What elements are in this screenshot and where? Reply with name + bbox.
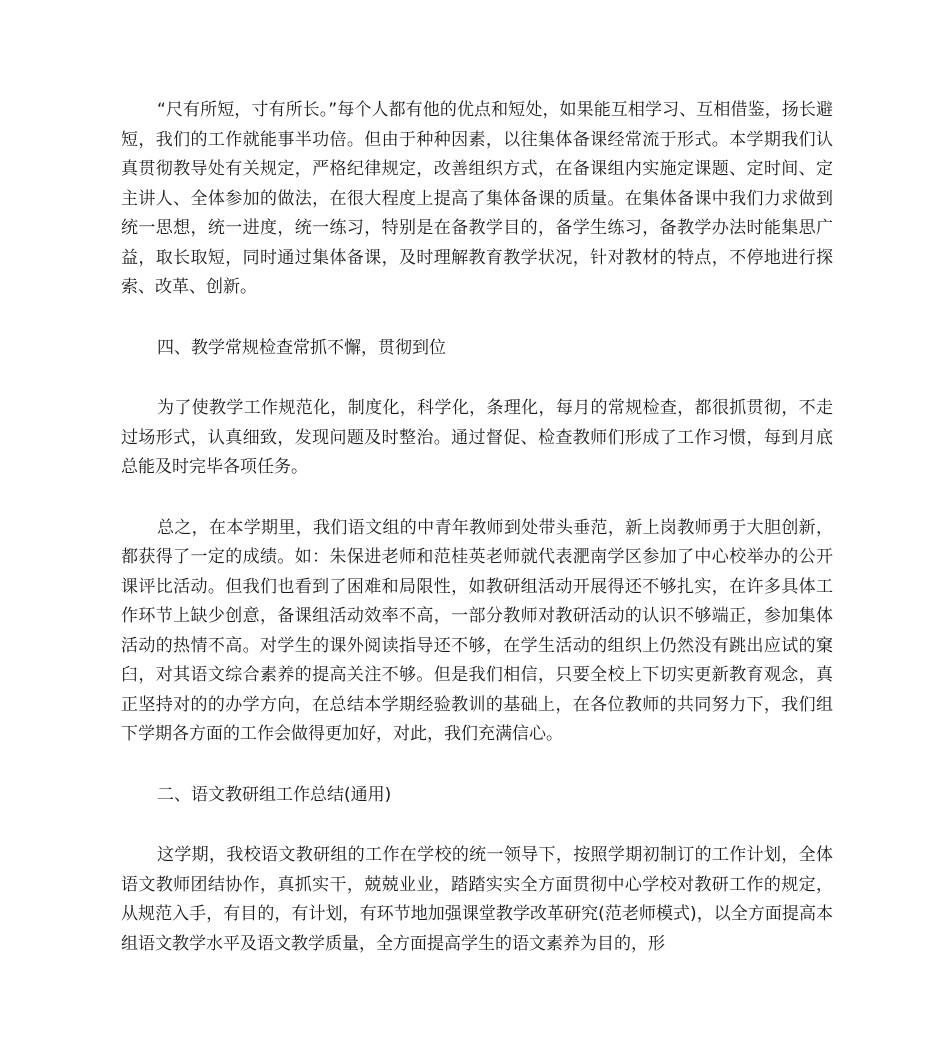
paragraph-summary: 总之，在本学期里，我们语文组的中青年教师到处带头垂范，新上岗教师勇于大胆创新，都获得了一定的成绩。如：朱保进老师和范桂英老师就代表淝南学区参加了中心校举办的公开课评比活动。但我们也看到了困难和局限性，如教研组活动开展得还不够扎实，在许多具体工作环节上缺少创意，备课组活动效率不高，一部分教师对教研活动的认识不够端正，参加集体活动的热情不高。对学生的课外阅读指导还不够，在学生活动的组织上仍然没有跳出应试的窠臼，对其语文综合素养的提高关注不够。但是我们相信，只要全校上下切实更新教育观念，真正坚持对的的办学方向，在总结本学期经验教训的基础上，在各位教师的共同努力下，我们组下学期各方面的工作会做得更加好，对此，我们充满信心。 — [121, 517, 833, 744]
section-heading-chinese-teaching-summary: 二、语文教研组工作总结(通用) — [157, 784, 392, 805]
section-heading-routine-inspection: 四、教学常规检查常抓不懈，贯彻到位 — [157, 337, 446, 358]
paragraph-routine-inspection: 为了使教学工作规范化，制度化，科学化，条理化，每月的常规检查，都很抓贯彻，不走过场形式，认真细致，发现问题及时整治。通过督促、检查教师们形成了工作习惯，每到月底总能及时完毕各项任务。 — [121, 398, 833, 477]
paragraph-collective-lesson-prep: “尺有所短，寸有所长。”每个人都有他的优点和短处，如果能互相学习、互相借鉴，扬长避短，我们的工作就能事半功倍。但由于种种因素，以往集体备课经常流于形式。本学期我们认真贯彻教导处有关规定，严格纪律规定，改善组织方式，在备课组内实施定课题、定时间、定主讲人、全体参加的做法，在很大程度上提高了集体备课的质量。在集体备课中我们力求做到统一思想，统一进度，统一练习，特别是在备教学目的，备学生练习，备教学办法时能集思广益，取长取短，同时通过集体备课，及时理解教育教学状况，针对教材的特点，不停地进行探索、改革、创新。 — [121, 100, 833, 297]
paragraph-chinese-teaching-intro: 这学期，我校语文教研组的工作在学校的统一领导下，按照学期初制订的工作计划，全体语文教师团结协作，真抓实干，兢兢业业，踏踏实实全方面贯彻中心学校对教研工作的规定，从规范入手，有目的，有计划，有环节地加强课堂教学改革研究(范老师模式)，以全方面提高本组语文教学水平及语文教学质量，全方面提高学生的语文素养为目的，形 — [121, 845, 833, 954]
document-body — [121, 96, 833, 990]
